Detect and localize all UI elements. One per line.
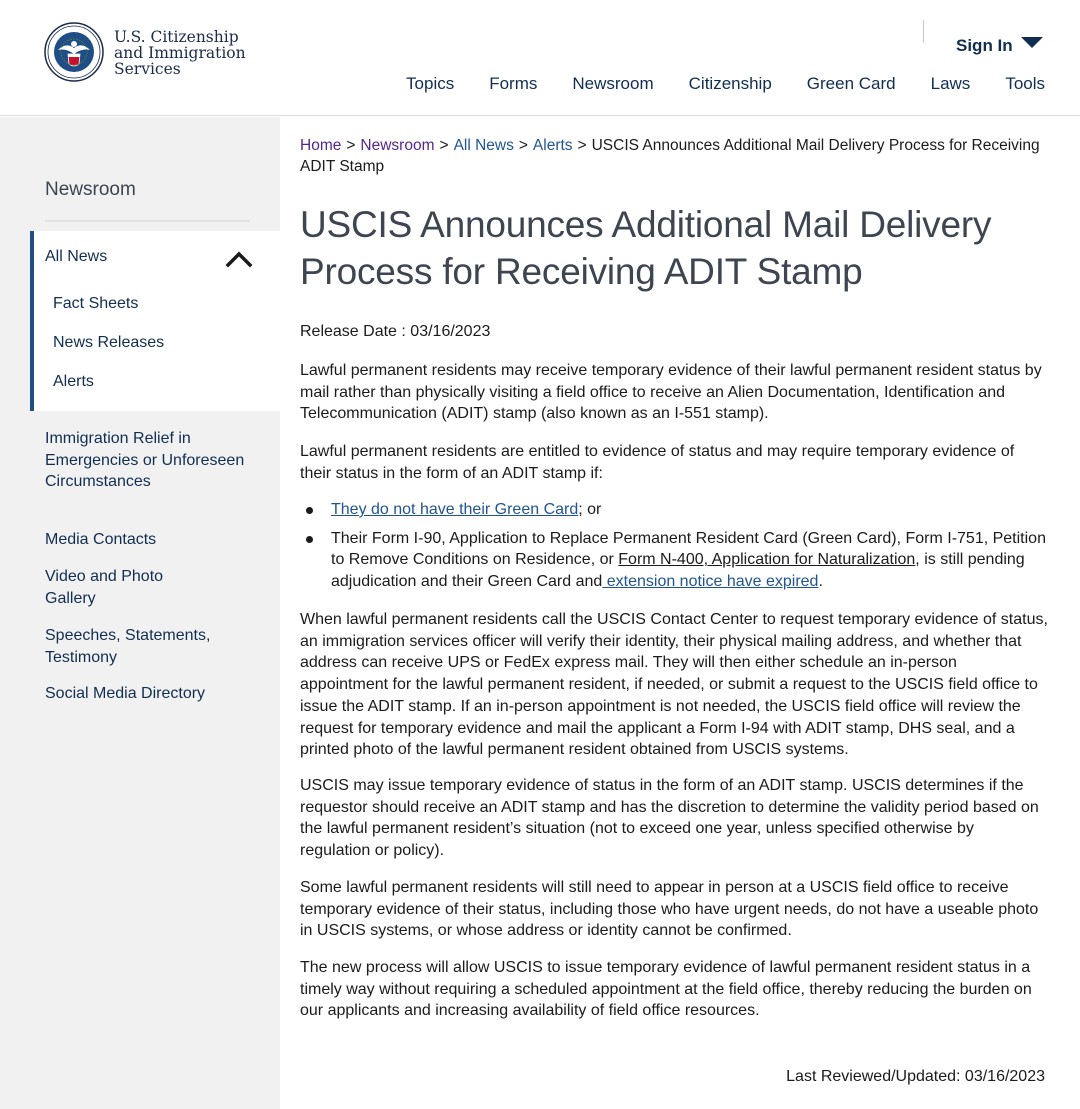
nav-laws[interactable]: Laws — [930, 74, 971, 93]
article-paragraph-2: Lawful permanent residents are entitled to evidence of status and may require temporary evidence of their status in the form of an ADIT stamp if: — [300, 443, 1015, 482]
last-reviewed-label: Last Reviewed/Updated: — [786, 1068, 961, 1085]
sidebar-item-news-releases[interactable]: News Releases — [53, 334, 165, 351]
breadcrumb — [300, 135, 1045, 177]
sidebar-section-all-news — [30, 231, 280, 411]
sidebar — [0, 117, 280, 1109]
last-reviewed-date: 03/16/2023 — [964, 1068, 1045, 1085]
sidebar-item-social-media-directory[interactable]: Social Media Directory — [45, 685, 206, 702]
page-title: USCIS Announces Additional Mail Delivery Process for Receiving ADIT Stamp — [300, 204, 992, 292]
breadcrumb-alerts[interactable]: Alerts — [532, 137, 573, 154]
bullet-text: . — [818, 573, 823, 591]
breadcrumb-current: USCIS Announces Additional Mail Delivery Process for Receiving ADIT Stamp — [300, 137, 1040, 175]
article-paragraph-4: USCIS may issue temporary evidence of status in the form of an ADIT stamp. USCIS determines if the requestor should receive an ADIT stamp and has the discretion to determine the validity period based on the lawful permanent resident’s situation (not to exceed one year, unless specified otherwise by regulation or policy). — [300, 777, 1039, 860]
nav-newsroom[interactable]: Newsroom — [572, 74, 654, 93]
nav-citizenship[interactable]: Citizenship — [688, 74, 772, 93]
release-date-label: Release Date : — [300, 323, 406, 340]
caret-down-icon — [1021, 37, 1043, 48]
chevron-up-icon[interactable] — [224, 249, 254, 269]
sidebar-item-all-news[interactable]: All News — [45, 248, 108, 265]
uscis-logo[interactable] — [44, 22, 246, 82]
last-reviewed — [777, 1068, 1045, 1086]
site-header — [0, 0, 1080, 116]
sidebar-item-fact-sheets[interactable]: Fact Sheets — [53, 295, 139, 312]
list-item — [300, 499, 1048, 521]
form-n400-link[interactable]: Form N-400, Application for Naturalization — [618, 551, 916, 569]
breadcrumb-separator: > — [577, 137, 587, 154]
sidebar-item-video-photo-gallery[interactable]: Video and Photo Gallery — [45, 568, 164, 607]
bullet-text: , is still pending adjudication and their Green Card and — [331, 551, 1025, 591]
nav-forms[interactable]: Forms — [489, 74, 538, 93]
release-date — [300, 323, 490, 341]
breadcrumb-separator: > — [518, 137, 528, 154]
bullet-text: ; or — [578, 501, 602, 518]
sidebar-title: Newsroom — [45, 179, 136, 200]
extension-notice-link[interactable]: extension notice have expired — [602, 573, 819, 591]
article-paragraph-6: The new process will allow USCIS to issue temporary evidence of lawful permanent resident status in a timely way without requiring a scheduled appointment at the field office, thereby reducing the burden on our applicants and increasing availability of field office resources. — [300, 959, 1032, 1020]
eligibility-list — [300, 499, 1048, 600]
breadcrumb-all-news[interactable]: All News — [453, 137, 514, 154]
release-date-value: 03/16/2023 — [410, 323, 491, 340]
sidebar-item-immigration-relief[interactable]: Immigration Relief in Emergencies or Unforeseen Circumstances — [45, 430, 245, 490]
nav-topics[interactable]: Topics — [406, 74, 455, 93]
breadcrumb-home[interactable]: Home — [300, 137, 342, 154]
breadcrumb-separator: > — [346, 137, 356, 154]
list-item — [300, 528, 1048, 593]
breadcrumb-newsroom[interactable]: Newsroom — [360, 137, 435, 154]
article-paragraph-1: Lawful permanent residents may receive temporary evidence of their lawful permanent resident status by mail rather than physically visiting a field office to receive an Alien Documentation, Identification and Telecommunication (ADIT) stamp (also known as an I-551 stamp). — [300, 362, 1042, 423]
sidebar-divider — [45, 220, 250, 222]
sidebar-item-alerts[interactable]: Alerts — [53, 373, 94, 390]
sign-in-button[interactable] — [956, 36, 1043, 56]
article-paragraph-5: Some lawful permanent residents will still need to appear in person at a USCIS field office to receive temporary evidence of their status, including those who have urgent needs, do not have a useable photo in USCIS systems, or whose address or identity cannot be confirmed. — [300, 879, 1039, 940]
green-card-link[interactable]: They do not have their Green Card — [331, 501, 579, 518]
nav-green-card[interactable]: Green Card — [806, 74, 896, 93]
sidebar-item-media-contacts[interactable]: Media Contacts — [45, 531, 157, 548]
logo-line: Services — [114, 60, 181, 78]
main-nav — [406, 74, 1045, 94]
logo-line: and Immigration — [114, 44, 246, 62]
nav-tools[interactable]: Tools — [1005, 74, 1045, 93]
header-divider — [923, 20, 924, 43]
bullet-text: Their Form I-90, Application to Replace Permanent Resident Card (Green Card), Form I-751, Petition to Remove Conditions on Residence, or — [331, 529, 1046, 569]
article-paragraph-3: When lawful permanent residents call the USCIS Contact Center to request temporary evidence of status, an immigration services officer will verify their identity, their physical mailing address, and whether that address can receive UPS or FedEx express mail. They will then either schedule an in-person appointment for the lawful permanent resident, if needed, or submit a request to the USCIS field office to issue the ADIT stamp. If an in-person appointment is not needed, the USCIS field office will review the request for temporary evidence and mail the applicant a Form I-94 with ADIT stamp, DHS seal, and a printed photo of the lawful permanent resident obtained from USCIS systems. — [300, 611, 1048, 759]
sign-in-label: Sign In — [956, 36, 1013, 55]
dhs-seal-icon — [44, 22, 104, 82]
breadcrumb-separator: > — [439, 137, 449, 154]
logo-line: U.S. Citizenship — [114, 28, 239, 46]
sidebar-item-speeches[interactable]: Speeches, Statements, Testimony — [45, 627, 211, 666]
logo-text — [114, 29, 246, 77]
